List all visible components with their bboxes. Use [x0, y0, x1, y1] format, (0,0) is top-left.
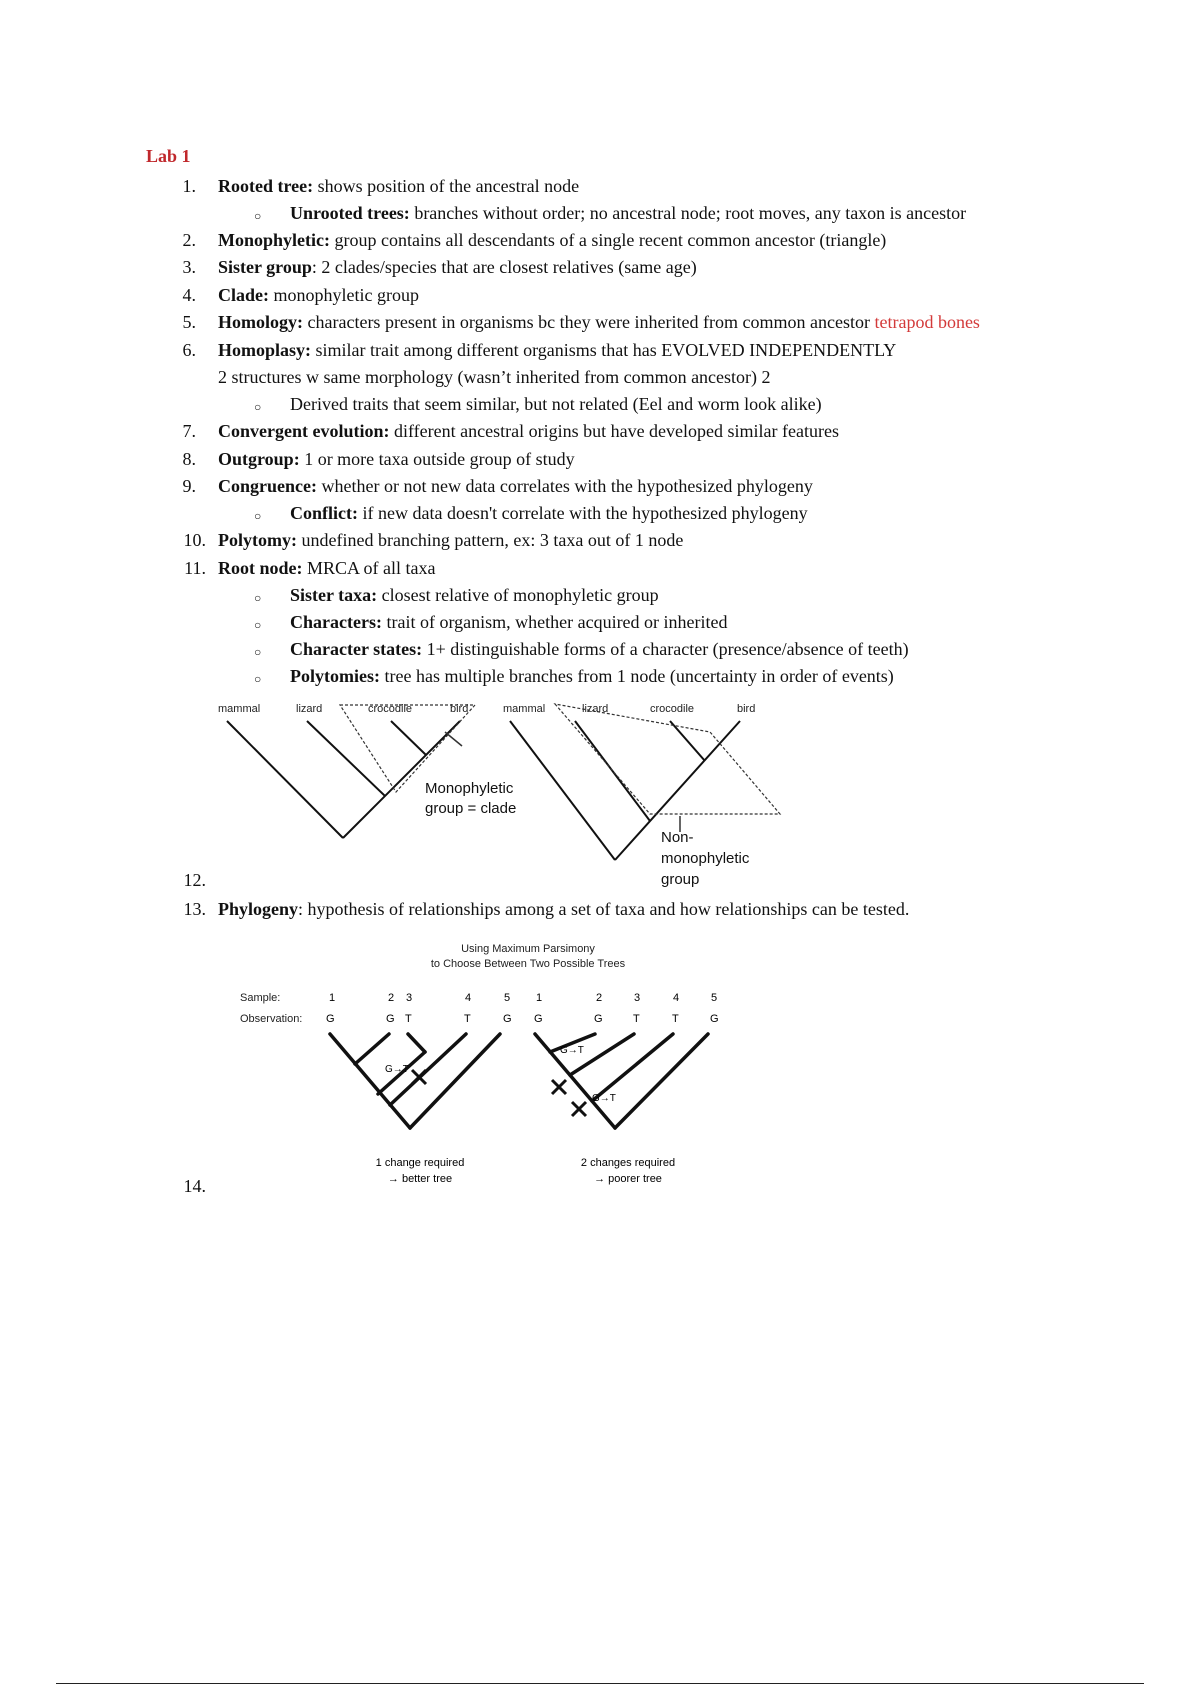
item-number: 2. [182, 230, 196, 250]
taxon-label: lizard [582, 703, 609, 715]
non-monophyletic-label: group [661, 871, 700, 888]
item-number: 4. [182, 285, 196, 305]
clade-label: group = clade [425, 800, 517, 817]
item-definition: undefined branching pattern, ex: 3 taxa out of 1 node [296, 530, 684, 550]
item-number: 12. [183, 870, 206, 890]
left-tree-caption: → better tree [387, 1173, 453, 1185]
item-term: Polytomy: [218, 530, 297, 550]
circle-bullet-icon: ○ [254, 618, 262, 632]
item-term: Outgroup: [218, 449, 300, 469]
taxon-label: lizard [296, 703, 323, 715]
item-term: Conflict: [290, 503, 358, 523]
left-tree-caption: 1 change required [375, 1157, 465, 1169]
item-number: 9. [182, 476, 196, 496]
item-definition: 1+ distinguishable forms of a character (presence/absence of teeth) [422, 639, 909, 659]
taxon-label: mammal [218, 703, 261, 715]
item-number: 3. [182, 257, 196, 277]
item-number: 11. [184, 558, 206, 578]
left-change-mark [412, 1070, 426, 1084]
item-definition: : hypothesis of relationships among a set of taxa and how relationships can be tested. [298, 899, 910, 919]
item-definition: if new data doesn't correlate with the hypothesized phylogeny [357, 503, 808, 523]
item-definition: characters present in organisms bc they were inherited from common ancestor [303, 312, 875, 332]
observation-value: T [464, 1013, 471, 1025]
observation-value: T [672, 1013, 679, 1025]
item-number: 13. [183, 899, 206, 919]
sample-number: 4 [465, 992, 472, 1004]
non-monophyletic-tree [510, 721, 740, 860]
item-term: Monophyletic: [218, 230, 330, 250]
change-label: G→T [592, 1093, 616, 1104]
item-definition: : 2 clades/species that are closest relatives (same age) [311, 257, 697, 277]
observation-value: T [405, 1013, 412, 1025]
item-definition: tree has multiple branches from 1 node (uncertainty in order of events) [379, 666, 894, 686]
item-definition: MRCA of all taxa [302, 558, 436, 578]
sample-number: 2 [596, 992, 603, 1004]
pointer-arrow [445, 732, 462, 746]
sample-number: 1 [536, 992, 543, 1004]
item-example-red: tetrapod bones [874, 312, 980, 332]
sample-label: Sample: [240, 992, 281, 1004]
figure-title: Using Maximum Parsimony [461, 943, 595, 955]
observation-value: G [710, 1013, 719, 1025]
item-definition: trait of organism, whether acquired or inherited [381, 612, 728, 632]
figure-subtitle: to Choose Between Two Possible Trees [430, 958, 626, 970]
observation-label: Observation: [240, 1013, 303, 1025]
change-label: G→T [560, 1045, 584, 1056]
parsimony-figure [230, 940, 750, 1190]
item-term: Phylogeny [218, 899, 299, 919]
item-definition: 1 or more taxa outside group of study [299, 449, 575, 469]
item-number: 7. [182, 421, 196, 441]
sample-number: 4 [673, 992, 680, 1004]
taxon-label: mammal [503, 703, 546, 715]
item-definition: branches without order; no ancestral node; root moves, any taxon is ancestor [409, 203, 967, 223]
sample-number: 2 [388, 992, 395, 1004]
item-number: 1. [182, 176, 196, 196]
observation-value: G [326, 1013, 335, 1025]
item-term: Unrooted trees: [290, 203, 410, 223]
right-tree-caption: 2 changes required [580, 1157, 676, 1169]
item-term: Congruence: [218, 476, 317, 496]
sample-number: 3 [634, 992, 641, 1004]
page-heading: Lab 1 [146, 146, 191, 166]
item-term: Clade: [218, 285, 269, 305]
sample-number: 5 [711, 992, 718, 1004]
change-label: G→T [385, 1064, 409, 1075]
sample-number: 5 [504, 992, 511, 1004]
circle-bullet-icon: ○ [254, 591, 262, 605]
item-term: Rooted tree: [218, 176, 314, 196]
item-definition: similar trait among different organisms that has EVOLVED INDEPENDENTLY [311, 340, 897, 360]
item-continuation: 2 structures w same morphology (wasn’t inherited from common ancestor) 2 [218, 367, 771, 387]
monophyletic-label: Monophyletic [425, 780, 514, 797]
item-definition: group contains all descendants of a single recent common ancestor (triangle) [330, 230, 887, 250]
item-number: 8. [182, 449, 196, 469]
clade-triangle-outline [340, 705, 475, 792]
item-term: Sister group [218, 257, 312, 277]
observation-value: T [633, 1013, 640, 1025]
right-tree-caption: → poorer tree [594, 1173, 662, 1185]
observation-value: G [386, 1013, 395, 1025]
item-definition: different ancestral origins but have developed similar features [389, 421, 839, 441]
item-term: Character states: [290, 639, 423, 659]
circle-bullet-icon: ○ [254, 509, 262, 523]
item-term: Homology: [218, 312, 303, 332]
item-number: 6. [182, 340, 196, 360]
item-term: Root node: [218, 558, 303, 578]
circle-bullet-icon: ○ [254, 400, 262, 414]
item-definition: shows position of the ancestral node [313, 176, 580, 196]
item-number: 14. [183, 1176, 206, 1196]
item-term: Polytomies: [290, 666, 380, 686]
clade-comparison-figure [210, 692, 800, 892]
taxon-label: bird [450, 703, 469, 715]
non-monophyletic-label: Non- [661, 829, 694, 846]
sample-number: 3 [406, 992, 413, 1004]
taxon-label: bird [737, 703, 756, 715]
circle-bullet-icon: ○ [254, 209, 262, 223]
non-clade-triangle-outline [555, 704, 780, 814]
observation-value: G [503, 1013, 512, 1025]
item-term: Homoplasy: [218, 340, 312, 360]
item-number: 10. [183, 530, 206, 550]
observation-value: G [534, 1013, 543, 1025]
circle-bullet-icon: ○ [254, 645, 262, 659]
footer-divider [56, 1683, 1144, 1684]
item-definition: monophyletic group [269, 285, 419, 305]
item-number: 5. [182, 312, 196, 332]
item-term: Sister taxa: [290, 585, 378, 605]
circle-bullet-icon: ○ [254, 672, 262, 686]
taxon-label: crocodile [368, 703, 413, 715]
item-definition: whether or not new data correlates with the hypothesized phylogeny [316, 476, 813, 496]
observation-value: G [594, 1013, 603, 1025]
item-definition: closest relative of monophyletic group [377, 585, 659, 605]
taxon-label: crocodile [650, 703, 695, 715]
item-definition: Derived traits that seem similar, but not related (Eel and worm look alike) [290, 394, 822, 414]
sample-number: 1 [329, 992, 336, 1004]
item-term: Characters: [290, 612, 382, 632]
item-term: Convergent evolution: [218, 421, 390, 441]
non-monophyletic-label: monophyletic [661, 850, 750, 867]
